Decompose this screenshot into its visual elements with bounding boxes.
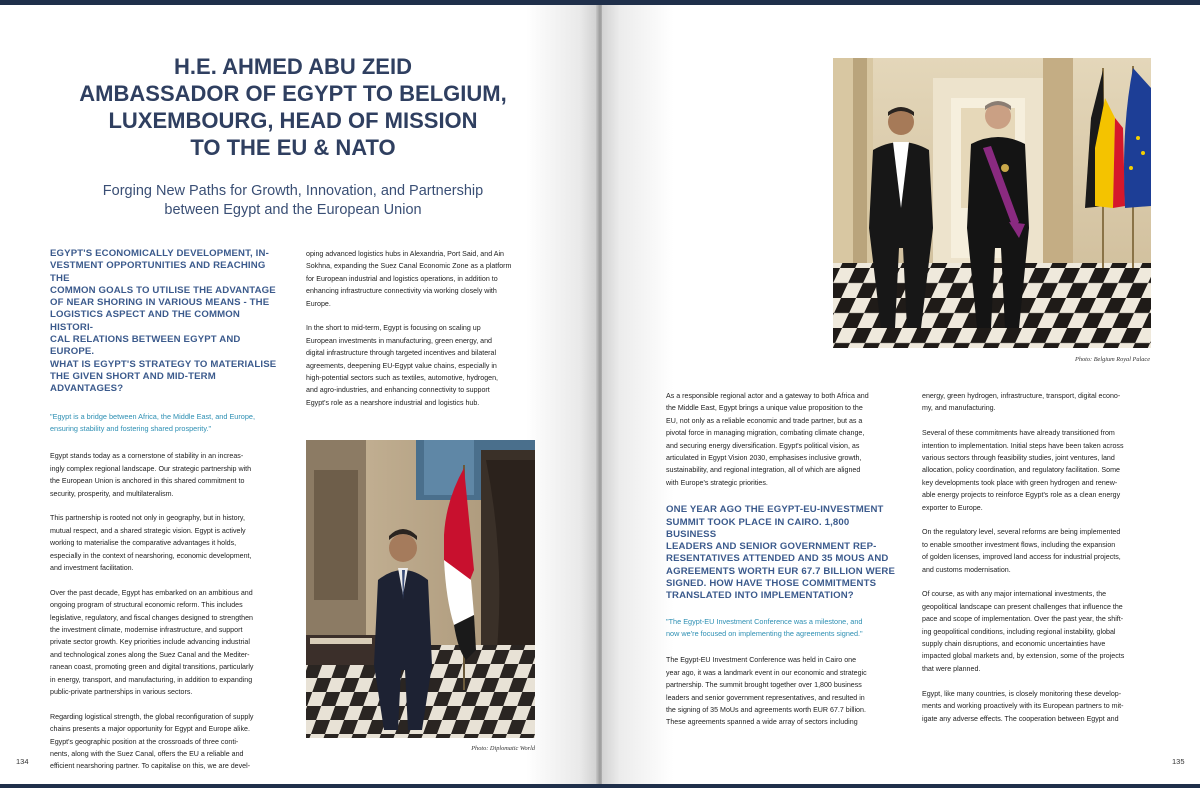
quote-line: ensuring stability and fostering shared prosperity." — [50, 423, 212, 433]
text-line: allocation, policy coordination, and regulatory facilitation. Some — [922, 466, 1120, 475]
paragraph — [922, 390, 1158, 415]
text-line: Egypt, like many countries, is closely monitoring these develop- — [922, 689, 1122, 698]
text-line: and technological zones along the Suez Canal and the Mediter- — [50, 650, 250, 659]
page-number: 134 — [16, 757, 29, 766]
question-line: SUMMIT TOOK PLACE IN CAIRO. 1,800 BUSINESS — [666, 516, 850, 540]
text-line: sustainability, and regional integration, all of which are aligned — [666, 466, 861, 475]
pull-quote — [666, 616, 900, 641]
text-line: Egypt's role as a nearshore industrial and logistics hub. — [306, 398, 480, 407]
text-line: of golden licenses, improved land access for industrial projects, — [922, 553, 1121, 562]
text-line: year ago, it was a landmark event in our economic and strategic — [666, 668, 867, 677]
paragraph — [50, 512, 285, 574]
text-line: impacted global markets and, by extension, some of the projects — [922, 652, 1125, 661]
ambassador-photo — [306, 440, 535, 738]
text-line: and customs modernisation. — [922, 565, 1011, 574]
left-column-2 — [306, 248, 542, 409]
text-line: partnership. The summit brought together over 1,800 business — [666, 681, 862, 690]
text-line: the investment climate, modernise infrastructure, and support — [50, 626, 243, 635]
question-line: OF NEAR SHORING IN VARIOUS MEANS - THE — [50, 297, 270, 309]
question-line: EGYPT'S ECONOMICALLY DEVELOPMENT, IN- — [50, 248, 269, 259]
quote-line: now we're focused on implementing the agreements signed." — [666, 629, 863, 639]
column-text — [922, 390, 1158, 725]
question-line: TRANSLATED INTO IMPLEMENTATION? — [666, 590, 854, 602]
paragraph — [306, 248, 542, 310]
text-line: On the regulatory level, several reforms are being implemented — [922, 528, 1121, 537]
column-text — [50, 450, 285, 773]
right-column-2 — [922, 390, 1158, 725]
text-line: supply chain disruptions, and economic uncertainties have — [922, 640, 1106, 649]
royal-palace-photo-illustration — [833, 58, 1151, 348]
text-line: Several of these commitments have already transitioned from — [922, 429, 1115, 438]
text-line: digital infrastructure through targeted incentives and bilateral — [306, 349, 497, 358]
text-line: Europe. — [306, 299, 331, 308]
text-line: efficient nearshoring partner. To capitalise on this, we are devel- — [50, 762, 251, 771]
pull-quote — [50, 411, 285, 436]
text-line: with Europe's strategic priorities. — [666, 478, 768, 487]
quote-line: "Egypt is a bridge between Africa, the Middle East, and Europe, — [50, 411, 255, 421]
text-line: This partnership is rooted not only in geography, but in history, — [50, 514, 245, 523]
text-line: able energy projects to reinforce Egypt's role as a clean energy — [922, 491, 1121, 500]
text-line: the European Union is anchored in this shared commitment to — [50, 477, 245, 486]
text-line: mutual respect, and a shared strategic vision. Egypt is actively — [50, 526, 246, 535]
royal-palace-photo — [833, 58, 1151, 348]
text-line: public-private partnerships in various sectors. — [50, 688, 193, 697]
text-line: private sector growth. Key priorities include advancing industrial — [50, 638, 250, 647]
text-line: security, prosperity, and multilateralism. — [50, 489, 174, 498]
paragraph — [922, 427, 1158, 514]
text-line: ing geopolitical conditions, including regional instability, global — [922, 627, 1116, 636]
question-line: AGREEMENTS WORTH EUR 67.7 BILLION WERE — [666, 565, 896, 577]
text-line: in energy, transport, and manufacturing, in addition to expanding — [50, 675, 253, 684]
paragraph — [50, 450, 285, 500]
text-line: EU, not only as a reliable economic and trade partner, but as a — [666, 416, 863, 425]
text-line: Egypt's geographic position at the crossroads of three conti- — [50, 737, 239, 746]
text-line: Over the past decade, Egypt has embarked on an ambitious and — [50, 588, 253, 597]
paragraph — [666, 390, 900, 489]
text-line: enhancing infrastructure connectivity via working closely with — [306, 287, 497, 296]
text-line: high-potential sectors such as textiles, automotive, hydrogen, — [306, 374, 499, 383]
left-column-1 — [50, 248, 285, 773]
question-line: COMMON GOALS TO UTILISE THE ADVANTAGE — [50, 284, 276, 296]
text-line: my, and manufacturing. — [922, 404, 996, 413]
paragraph — [666, 654, 900, 728]
article-title: H.E. AHMED ABU ZEID AMBASSADOR OF EGYPT TO BELGIUM, LUXEMBOURG, HEAD OF MISSION TO THE EU & NATO — [79, 54, 507, 160]
text-line: various sectors through feasibility studies, joint ventures, land — [922, 454, 1115, 463]
ambassador-photo-illustration — [306, 440, 535, 738]
column-text — [666, 390, 900, 489]
question-line: CAL RELATIONS BETWEEN EGYPT AND EUROPE. — [50, 334, 241, 358]
text-line: pivotal force in managing migration, combating climate change, — [666, 429, 865, 438]
question-line: RESENTATIVES ATTENDED AND 35 MOUS AND — [666, 553, 889, 565]
text-line: for European industrial and logistics operations, in addition to — [306, 274, 498, 283]
text-line: intention to implementation. Initial steps have been taken across — [922, 441, 1124, 450]
text-line: and investment facilitation. — [50, 564, 134, 573]
paragraph — [50, 587, 285, 699]
text-line: legislative, regulatory, and fiscal changes designed to strengthen — [50, 613, 253, 622]
text-line: nents, along with the Suez Canal, offers the EU a reliable and — [50, 750, 244, 759]
question-line: LEADERS AND SENIOR GOVERNMENT REP- — [666, 541, 877, 553]
text-line: European investments in manufacturing, green energy, and — [306, 336, 492, 345]
text-line: ongoing program of structural economic reform. This includes — [50, 601, 243, 610]
question-line: ONE YEAR AGO THE EGYPT-EU-INVESTMENT — [666, 504, 884, 516]
text-line: to enable smoother investment flows, including the expansion — [922, 540, 1116, 549]
text-line: Egypt stands today as a cornerstone of stability in an increas- — [50, 452, 244, 461]
right-page — [602, 5, 1200, 784]
text-line: agreements, deepening EU-Egypt value chains, especially in — [306, 361, 497, 370]
text-line: Of course, as with any major international investments, the — [922, 590, 1107, 599]
right-column-1 — [666, 390, 900, 729]
photo-credit: Photo: Belgium Royal Palace — [1074, 356, 1150, 363]
text-line: leaders and senior government representatives, and resulted in — [666, 693, 865, 702]
interview-question — [50, 248, 285, 396]
text-line: pace and scope of implementation. Over the past year, the shift- — [922, 615, 1124, 624]
paragraph — [922, 526, 1158, 576]
question-line: SIGNED. HOW HAVE THOSE COMMITMENTS — [666, 578, 877, 590]
text-line: ingly complex regional landscape. Our strategic partnership with — [50, 464, 252, 473]
text-line: the signing of 35 MoUs and agreements worth EUR 67.7 billion. — [666, 706, 866, 715]
question-line: LOGISTICS ASPECT AND THE COMMON HISTORI- — [50, 309, 240, 333]
text-line: energy, green hydrogen, infrastructure, transport, digital econo- — [922, 392, 1121, 400]
text-line: and securing energy diversification. Egypt's political vision, as — [666, 441, 860, 450]
text-line: igate any adverse effects. The cooperation between Egypt and — [922, 714, 1119, 723]
left-page — [0, 5, 598, 784]
text-line: exporter to Europe. — [922, 503, 983, 512]
text-line: Regarding logistical strength, the global reconfiguration of supply — [50, 712, 254, 721]
column-text — [306, 248, 542, 409]
text-line: In the short to mid-term, Egypt is focusing on scaling up — [306, 324, 481, 333]
text-line: geopolitical landscape can present challenges that influence the — [922, 602, 1123, 611]
text-line: ranean coast, promoting green and digital transitions, particularly — [50, 663, 254, 672]
text-line: and agro-industries, and enhancing connectivity to support — [306, 386, 490, 395]
paragraph — [50, 711, 285, 773]
interview-question — [666, 504, 900, 602]
text-line: chains presents a major opportunity for Egypt and Europe alike. — [50, 725, 250, 734]
text-line: the Middle East, Egypt brings a unique value proposition to the — [666, 404, 863, 413]
text-line: that were planned. — [922, 664, 981, 673]
text-line: The Egypt-EU Investment Conference was held in Cairo one — [666, 656, 857, 665]
paragraph — [922, 688, 1158, 725]
question-line: VESTMENT OPPORTUNITIES AND REACHING THE — [50, 260, 266, 284]
photo-credit: Photo: Diplomatic World — [471, 745, 535, 752]
text-line: ments and working proactively with its European partners to mit- — [922, 702, 1124, 711]
article-subtitle: Forging New Paths for Growth, Innovation, and Partnership between Egypt and the European Union — [102, 183, 484, 218]
paragraph — [922, 588, 1158, 675]
page-number: 135 — [1172, 757, 1185, 766]
text-line: key developments took place with green hydrogen and renew- — [922, 478, 1118, 487]
question-line: WHAT IS EGYPT'S STRATEGY TO MATERIALISE — [50, 358, 277, 370]
question-line: THE GIVEN SHORT AND MID-TERM ADVANTAGES? — [50, 370, 216, 395]
text-line: oping advanced logistics hubs in Alexandria, Port Said, and Ain — [306, 250, 504, 258]
text-line: These agreements spanned a wide array of sectors including — [666, 718, 858, 727]
column-text — [666, 654, 900, 728]
text-line: especially in the context of nearshoring, economic development, — [50, 551, 252, 560]
text-line: As a responsible regional actor and a gateway to both Africa and — [666, 392, 869, 400]
text-line: articulated in Egypt Vision 2030, emphasises inclusive growth, — [666, 454, 862, 463]
quote-line: "The Egypt-EU Investment Conference was a milestone, and — [666, 616, 863, 626]
text-line: Sokhna, expanding the Suez Canal Economic Zone as a platform — [306, 262, 512, 271]
paragraph — [306, 322, 542, 409]
text-line: working to materialise the comparative advantages it holds, — [50, 539, 237, 548]
